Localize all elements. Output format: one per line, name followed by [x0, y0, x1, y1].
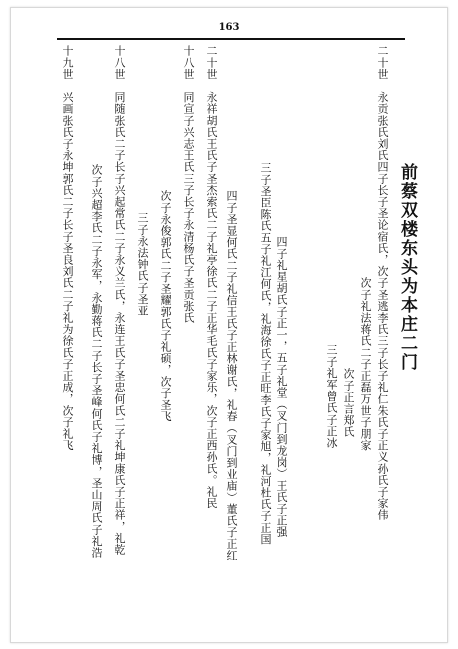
- genealogy-column: 二十世 永贡张氏刘氏四子长子圣论宿氏，次子圣逃李氏三子长子礼仁朱氏子正义孙氏子家伟: [376, 45, 389, 521]
- section-title: 前蔡双楼东头为本庄二门: [397, 163, 417, 372]
- genealogy-column: 四子圣显何氏二子礼信王氏子正林谢氏，礼春（叉门到业庙）董氏子正红: [225, 190, 238, 562]
- genealogy-column: 十八世 同宣子兴志王氏三子长子永清杨氏子圣贡张氏: [182, 45, 195, 324]
- genealogy-column: 三子圣臣陈氏五子礼江何氏，礼海徐氏子正旺李氏子家旭，礼河杜氏子正国: [259, 162, 272, 545]
- genealogy-column: 次子永俊郭氏二子圣耀郭氏子礼硕，次子圣飞: [159, 190, 172, 422]
- genealogy-column: 十九世 兴画张氏子永坤郭氏二子长子圣良刘氏二子礼为徐氏子正成，次子礼飞: [61, 45, 74, 451]
- genealogy-column: 三子礼军曾氏子正冰: [325, 344, 338, 449]
- genealogy-column: 二十世 永祥胡氏王氏子圣杰索氏二子礼亭徐氏二子正华毛氏子家乐，次子正西孙氏。礼民: [205, 45, 218, 509]
- genealogy-column: 十八世 同随张氏二子长子兴起常氏二子永义兰氏，永连王氏子圣忠何氏二子礼坤康氏子正祥，礼乾: [113, 45, 126, 556]
- genealogy-column: 次子兴超李氏二子永军，永勤蒋氏二子长子圣峰何氏子礼博，圣山周氏子礼浩: [90, 164, 103, 559]
- genealogy-column: 次子礼法蒋氏二子正磊万世子朋家: [359, 277, 372, 451]
- genealogy-column: 四子礼星胡氏子正一，五子礼堂（叉门到龙岗）王氏子正强: [275, 236, 288, 538]
- page-number: 163: [218, 22, 240, 33]
- genealogy-column: 三子永法钟氏子圣亚: [136, 212, 149, 317]
- genealogy-column: 次子正言郑氏: [342, 368, 355, 438]
- header-rule: [57, 38, 405, 40]
